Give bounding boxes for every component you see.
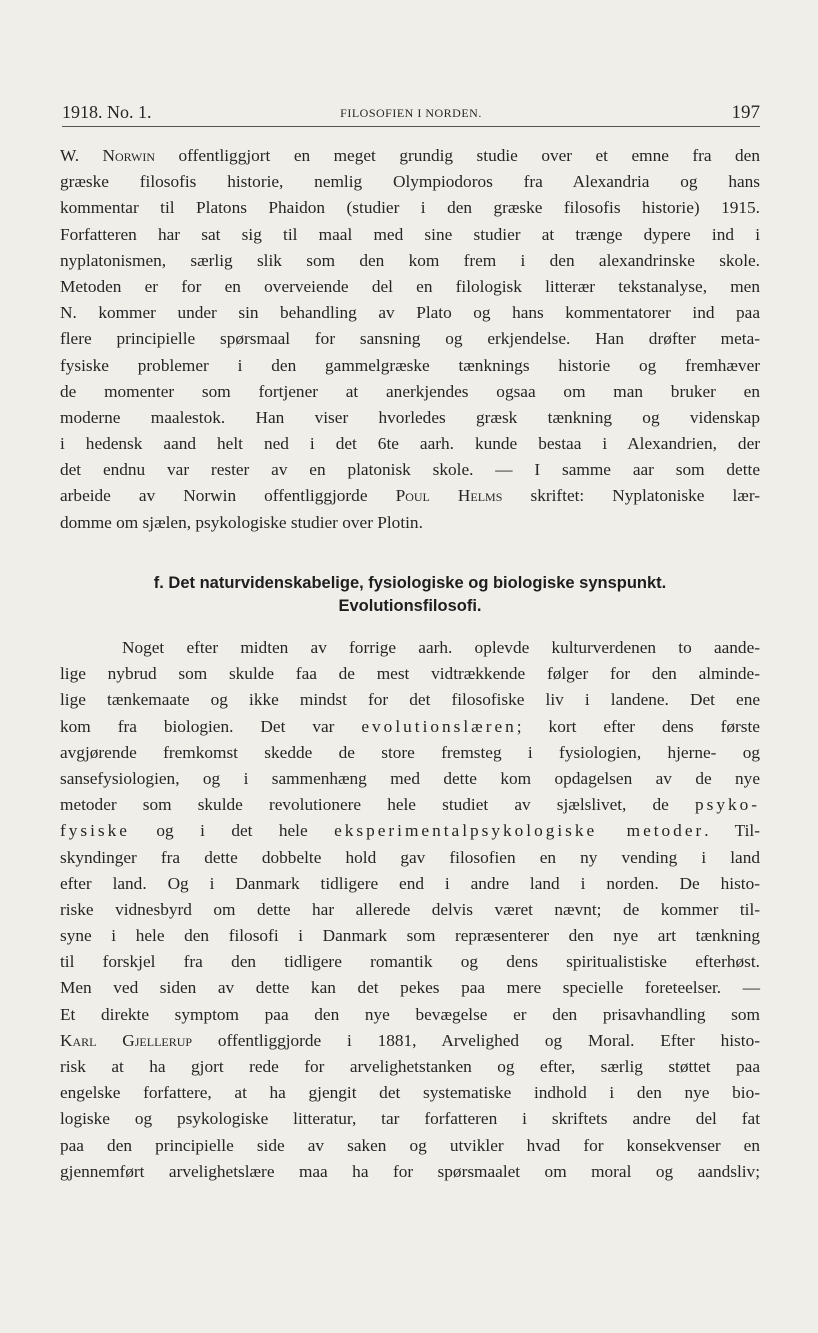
text-line [60,1159,760,1185]
text-run: kom fra biologien. Det var [60,716,362,736]
running-title: FILOSOFIEN I NORDEN. [340,106,482,120]
text-run: arbeide av Norwin offentliggjorde [60,486,396,506]
text-line [60,818,760,844]
text-run: græske filosofis historie, nemlig Olympiodoros fra Alexandria og hans [60,172,760,192]
author-name: Karl Gjellerup [60,1030,193,1050]
page-number: 197 [731,102,760,123]
text-run: kommentar til Platons Phaidon (studier i den græske filosofis historie) 1915. [60,198,760,218]
text-run: flere principielle spørsmaal for sansning og erkjendelse. Han drøfter meta- [60,329,760,349]
text-run: domme om sjælen, psykologiske studier over Plotin. [60,512,423,532]
text-run: N. kommer under sin behandling av Plato og hans kommentatorer ind paa [60,303,760,323]
text-line [60,379,760,405]
text-run: fysiske problemer i den gammelgræske tænknings historie og fremhæver [60,355,760,375]
text-run: lige tænkemaate og ikke mindst for det filosofiske liv i landene. Det ene [60,690,760,710]
text-line [60,222,760,248]
text-run: moderne maalestok. Han viser hvorledes græsk tænkning og videnskap [60,407,760,427]
paragraph-norwin [60,143,760,536]
text-line [60,766,760,792]
text-line [60,195,760,221]
text-run: Metoden er for en overveiende del en filologisk litterær tekstanalyse, men [60,276,760,296]
author-name: Poul Helms [395,486,503,506]
emphasized-term: eksperimentalpsykologiske metoder [334,821,705,841]
text-line [60,975,760,1001]
section-heading [60,574,760,616]
text-run: i hedensk aand helt ned i det 6te aarh. kunde bestaa i Alexandrien, der [60,434,760,454]
text-run: skyndinger fra dette dobbelte hold gav filosofien en ny vending i land [60,847,760,867]
text-run: metoder som skulde revolutionere hele studiet av sjælslivet, de [60,795,695,815]
text-line [60,714,760,740]
text-line [60,923,760,949]
text-line [60,405,760,431]
text-line [60,871,760,897]
text-run: . Til- [704,821,760,841]
text-line [60,143,760,169]
text-run: riske vidnesbyrd om dette har allerede delvis været nævnt; de kommer til- [60,899,760,919]
text-run: logiske og psykologiske litteratur, tar forfatteren i skriftets andre del fat [60,1109,760,1129]
text-line [60,949,760,975]
text-run: risk at ha gjort rede for arvelighetstanken og efter, særlig støttet paa [60,1057,760,1076]
text-run: gjennemført arvelighetslære maa ha for spørsmaalet om moral og aandsliv; [60,1161,760,1181]
text-run: de momenter som fortjener at anerkjendes ogsaa om man bruker en [60,381,760,401]
text-line [60,661,760,687]
text-run: avgjørende fremkomst skedde de store fremsteg i fysiologien, hjerne- og [60,742,760,762]
emphasized-term: evolutionslæren [361,716,517,736]
text-line [60,1133,760,1159]
text-line [60,740,760,766]
text-run: skriftet: Nyplatoniske lær- [502,486,761,506]
emphasized-term: fysiske [60,821,130,841]
text-line [60,326,760,352]
paragraph-evolution [60,635,760,1185]
running-header [62,100,760,127]
text-run: offentliggjort en meget grundig studie over et emne fra den [155,146,760,165]
text-run: syne i hele den filosofi i Danmark som repræsenterer den nye art tænkning [60,926,760,946]
author-name: Norwin [102,146,156,165]
text-run: Noget efter midten av forrige aarh. oplevde kulturverdenen to aande- [122,638,760,657]
text-run: det endnu var rester av en platonisk skole. — I samme aar som dette [60,460,760,480]
text-run: ; kort efter dens første [516,716,760,736]
text-run: nyplatonismen, særlig slik som den kom frem i den alexandrinske skole. [60,250,760,270]
text-line [60,1002,760,1028]
section-heading-subtitle: Evolutionsfilosofi. [338,597,482,615]
text-run: Forfatteren har sat sig til maal med sine studier at trænge dypere ind i [60,224,760,244]
section-heading-title: f. Det naturvidenskabelige, fysiologiske og biologiske synspunkt. [153,574,667,592]
text-line [60,248,760,274]
text-run: efter land. Og i Danmark tidligere end i andre land i norden. De histo- [60,873,760,893]
text-line [60,169,760,195]
text-line [60,1054,760,1080]
text-run: engelske forfattere, at ha gjengit det systematiske indhold i den nye bio- [60,1083,760,1103]
issue-label: 1918. No. 1. [62,102,152,122]
text-line [60,635,760,661]
text-run: og i det hele [129,821,335,841]
text-run: til forskjel fra den tidligere romantik og dens spiritualistiske efterhøst. [60,952,760,972]
text-line [60,897,760,923]
text-run: Et direkte symptom paa den nye bevægelse er den prisavhandling som [60,1004,760,1024]
text-line [60,457,760,483]
text-line [60,687,760,713]
text-line [60,483,760,509]
text-run: lige nybrud som skulde faa de mest vidtrækkende følger for den alminde- [60,664,760,684]
text-line [60,1106,760,1132]
text-run: sansefysiologien, og i sammenhæng med dette kom opdagelsen av de nye [60,768,760,788]
text-run: offentliggjorde i 1881, Arvelighed og Moral. Efter histo- [192,1030,760,1050]
text-line [60,845,760,871]
text-run: W. [60,146,103,165]
text-line [60,300,760,326]
text-line [60,431,760,457]
text-line [60,792,760,818]
text-line [60,1080,760,1106]
text-run: Men ved siden av dette kan det pekes paa mere specielle foreteelser. — [60,978,760,998]
emphasized-term: psyko- [694,795,760,815]
text-line [60,1028,760,1054]
text-line [60,510,760,536]
text-line [60,274,760,300]
text-line [60,353,760,379]
text-run: paa den principielle side av saken og utvikler hvad for konsekvenser en [60,1135,760,1155]
